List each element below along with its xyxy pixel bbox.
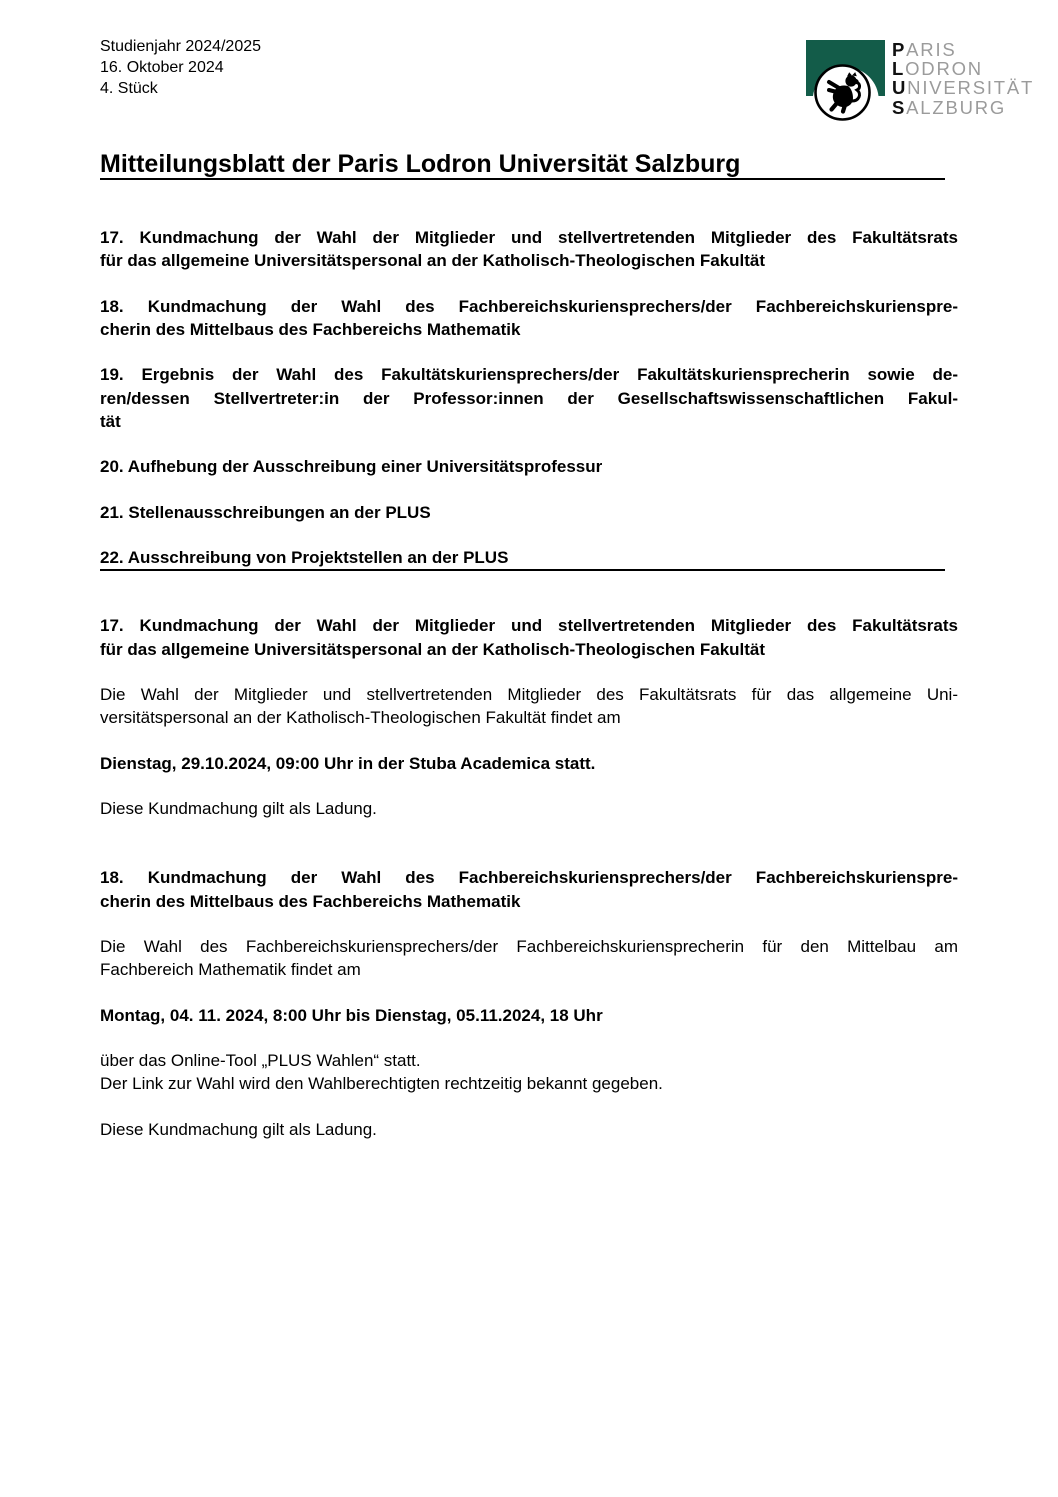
logo-initial: P (892, 39, 907, 60)
text-line: Fachbereich Mathematik findet am (100, 960, 361, 980)
text-line: 22. Ausschreibung von Projektstellen an der PLUS (100, 547, 509, 567)
page-content (100, 0, 958, 1141)
meta-date: 16. Oktober 2024 (100, 59, 224, 76)
section-heading (100, 501, 958, 524)
text-line: versitätspersonal an der Katholisch-Theologischen Fakultät findet am (100, 708, 621, 728)
announcements-body (100, 614, 958, 1141)
text-line: 19. Ergebnis der Wahl des Fakultätskuriensprechers/der Fakultätskuriensprecherin sowie de- (100, 365, 958, 385)
logo-rest: ALZBURG (906, 96, 1007, 118)
text-line: 18. Kundmachung der Wahl des Fachbereichskuriensprechers/der Fachbereichskurienspre- (100, 296, 958, 316)
section-heading (100, 363, 958, 433)
section-heading (100, 546, 958, 569)
text-line: über das Online-Tool „PLUS Wahlen“ statt. (100, 1050, 421, 1070)
section-heading (100, 455, 958, 478)
logo-initial: U (892, 77, 908, 99)
bold-line (100, 752, 958, 775)
text-line: Die Wahl des Fachbereichskuriensprechers/der Fachbereichskuriensprecherin für den Mittelbau am (100, 936, 958, 956)
text-line: ren/dessen Stellvertreter:in der Professor:innen der Gesellschaftswissenschaftlichen Fakul- (100, 388, 958, 408)
section-heading (100, 614, 958, 661)
bold-line (100, 1004, 958, 1027)
text-line: Diese Kundmachung gilt als Ladung. (100, 1119, 377, 1139)
text-line: 17. Kundmachung der Wahl der Mitglieder und stellvertretenden Mitglieder des Fakultätsrats (100, 616, 958, 636)
text-line: für das allgemeine Universitätspersonal an der Katholisch-Theologischen Fakultät (100, 639, 766, 659)
text-line: für das allgemeine Universitätspersonal an der Katholisch-Theologischen Fakultät (100, 251, 766, 271)
text-line: cherin des Mittelbaus des Fachbereichs Mathematik (100, 891, 521, 911)
divider-top (100, 178, 945, 180)
text-line: 18. Kundmachung der Wahl des Fachbereichskuriensprechers/der Fachbereichskurienspre- (100, 868, 958, 888)
text-line: Dienstag, 29.10.2024, 09:00 Uhr in der Stuba Academica statt. (100, 753, 596, 773)
paragraph (100, 683, 958, 730)
logo-initial: S (892, 96, 907, 118)
logo-rest: ODRON (905, 58, 983, 80)
text-line: cherin des Mittelbaus des Fachbereichs Mathematik (100, 319, 521, 339)
table-of-contents (100, 226, 958, 569)
logo-rest: NIVERSITÄT (907, 77, 1035, 99)
paragraph (100, 1049, 958, 1096)
text-line: 20. Aufhebung der Ausschreibung einer Universitätsprofessur (100, 457, 603, 477)
text-line: Die Wahl der Mitglieder und stellvertretenden Mitglieder des Fakultätsrats für das allgemeine Uni- (100, 684, 958, 704)
text-line: 17. Kundmachung der Wahl der Mitglieder und stellvertretenden Mitglieder des Fakultätsrats (100, 228, 958, 247)
text-line: Diese Kundmachung gilt als Ladung. (100, 798, 377, 818)
logo-rest: ARIS (906, 39, 957, 60)
text-line: Der Link zur Wahl wird den Wahlberechtigten rechtzeitig bekannt gegeben. (100, 1074, 663, 1094)
section-heading (100, 866, 958, 913)
meta-issue-number: 4. Stück (100, 80, 158, 97)
section-heading (100, 226, 958, 273)
paragraph (100, 797, 958, 820)
logo-initial: L (892, 58, 906, 80)
meta-study-year: Studienjahr 2024/2025 (100, 38, 262, 55)
paragraph (100, 1118, 958, 1141)
text-line: tät (100, 411, 121, 431)
page-title: Mitteilungsblatt der Paris Lodron Universität Salzburg (100, 150, 741, 178)
paragraph (100, 935, 958, 982)
text-line: Montag, 04. 11. 2024, 8:00 Uhr bis Dienstag, 05.11.2024, 18 Uhr (100, 1005, 603, 1025)
divider-middle (100, 569, 945, 571)
text-line: 21. Stellenausschreibungen an der PLUS (100, 502, 431, 522)
section-heading (100, 295, 958, 342)
